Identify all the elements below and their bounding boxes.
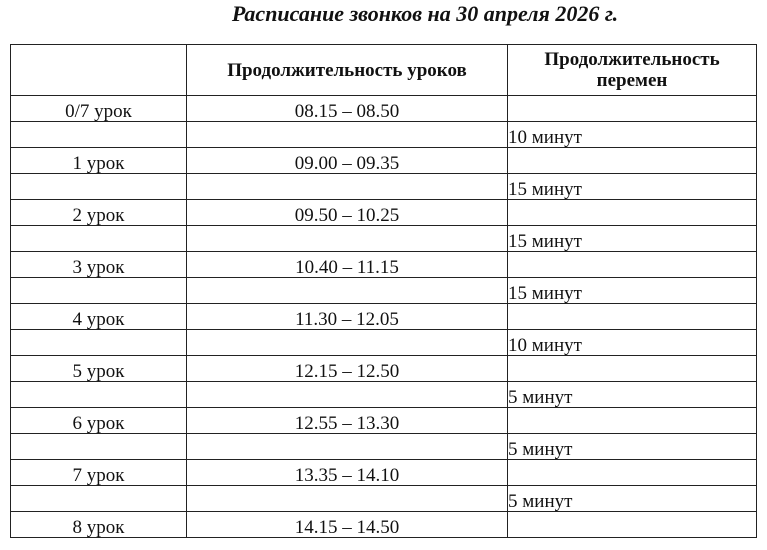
lesson-name (11, 174, 187, 200)
break-duration (508, 512, 757, 538)
header-lesson (11, 45, 187, 96)
lesson-time (187, 382, 508, 408)
header-lesson-duration: Продолжительность уроков (187, 45, 508, 96)
lesson-time (187, 174, 508, 200)
lesson-time (187, 278, 508, 304)
lesson-name: 7 урок (11, 460, 187, 486)
lesson-name (11, 330, 187, 356)
lesson-name: 6 урок (11, 408, 187, 434)
table-row (11, 486, 757, 512)
break-duration (508, 408, 757, 434)
table-row (11, 356, 757, 382)
table-row (11, 252, 757, 278)
break-duration: 15 минут (508, 278, 757, 304)
table-row (11, 382, 757, 408)
lesson-name: 2 урок (11, 200, 187, 226)
lesson-name (11, 122, 187, 148)
break-duration: 5 минут (508, 382, 757, 408)
table-row (11, 408, 757, 434)
lesson-name (11, 278, 187, 304)
lesson-name: 0/7 урок (11, 96, 187, 122)
break-duration: 15 минут (508, 174, 757, 200)
table-row (11, 278, 757, 304)
break-duration (508, 356, 757, 382)
break-duration (508, 460, 757, 486)
table-row (11, 304, 757, 330)
lesson-time (187, 330, 508, 356)
lesson-time: 10.40 – 11.15 (187, 252, 508, 278)
break-duration (508, 252, 757, 278)
table-row (11, 460, 757, 486)
break-duration (508, 148, 757, 174)
lesson-time: 14.15 – 14.50 (187, 512, 508, 538)
lesson-name: 1 урок (11, 148, 187, 174)
break-duration: 5 минут (508, 486, 757, 512)
page-title: Расписание звонков на 30 апреля 2026 г. (231, 1, 619, 26)
break-duration (508, 304, 757, 330)
lesson-name (11, 226, 187, 252)
lesson-name: 8 урок (11, 512, 187, 538)
lesson-name: 4 урок (11, 304, 187, 330)
table-row (11, 200, 757, 226)
lesson-time: 12.55 – 13.30 (187, 408, 508, 434)
lesson-name: 3 урок (11, 252, 187, 278)
break-duration: 10 минут (508, 330, 757, 356)
break-duration: 5 минут (508, 434, 757, 460)
lesson-time: 12.15 – 12.50 (187, 356, 508, 382)
lesson-name (11, 434, 187, 460)
table-row (11, 148, 757, 174)
lesson-name (11, 486, 187, 512)
table-row (11, 512, 757, 538)
lesson-time: 13.35 – 14.10 (187, 460, 508, 486)
table-row (11, 330, 757, 356)
break-duration: 15 минут (508, 226, 757, 252)
lesson-time (187, 226, 508, 252)
table-row (11, 122, 757, 148)
table-row (11, 96, 757, 122)
lesson-time (187, 486, 508, 512)
break-duration (508, 200, 757, 226)
table-row (11, 434, 757, 460)
lesson-time: 08.15 – 08.50 (187, 96, 508, 122)
lesson-name: 5 урок (11, 356, 187, 382)
table-row (11, 174, 757, 200)
lesson-time (187, 122, 508, 148)
lesson-name (11, 382, 187, 408)
lesson-time: 09.00 – 09.35 (187, 148, 508, 174)
bell-schedule-table (10, 44, 757, 538)
break-duration (508, 96, 757, 122)
lesson-time (187, 434, 508, 460)
break-duration: 10 минут (508, 122, 757, 148)
header-break-duration: Продолжительность перемен (508, 45, 757, 96)
lesson-time: 09.50 – 10.25 (187, 200, 508, 226)
lesson-time: 11.30 – 12.05 (187, 304, 508, 330)
table-row (11, 226, 757, 252)
table-header-row (11, 45, 757, 96)
